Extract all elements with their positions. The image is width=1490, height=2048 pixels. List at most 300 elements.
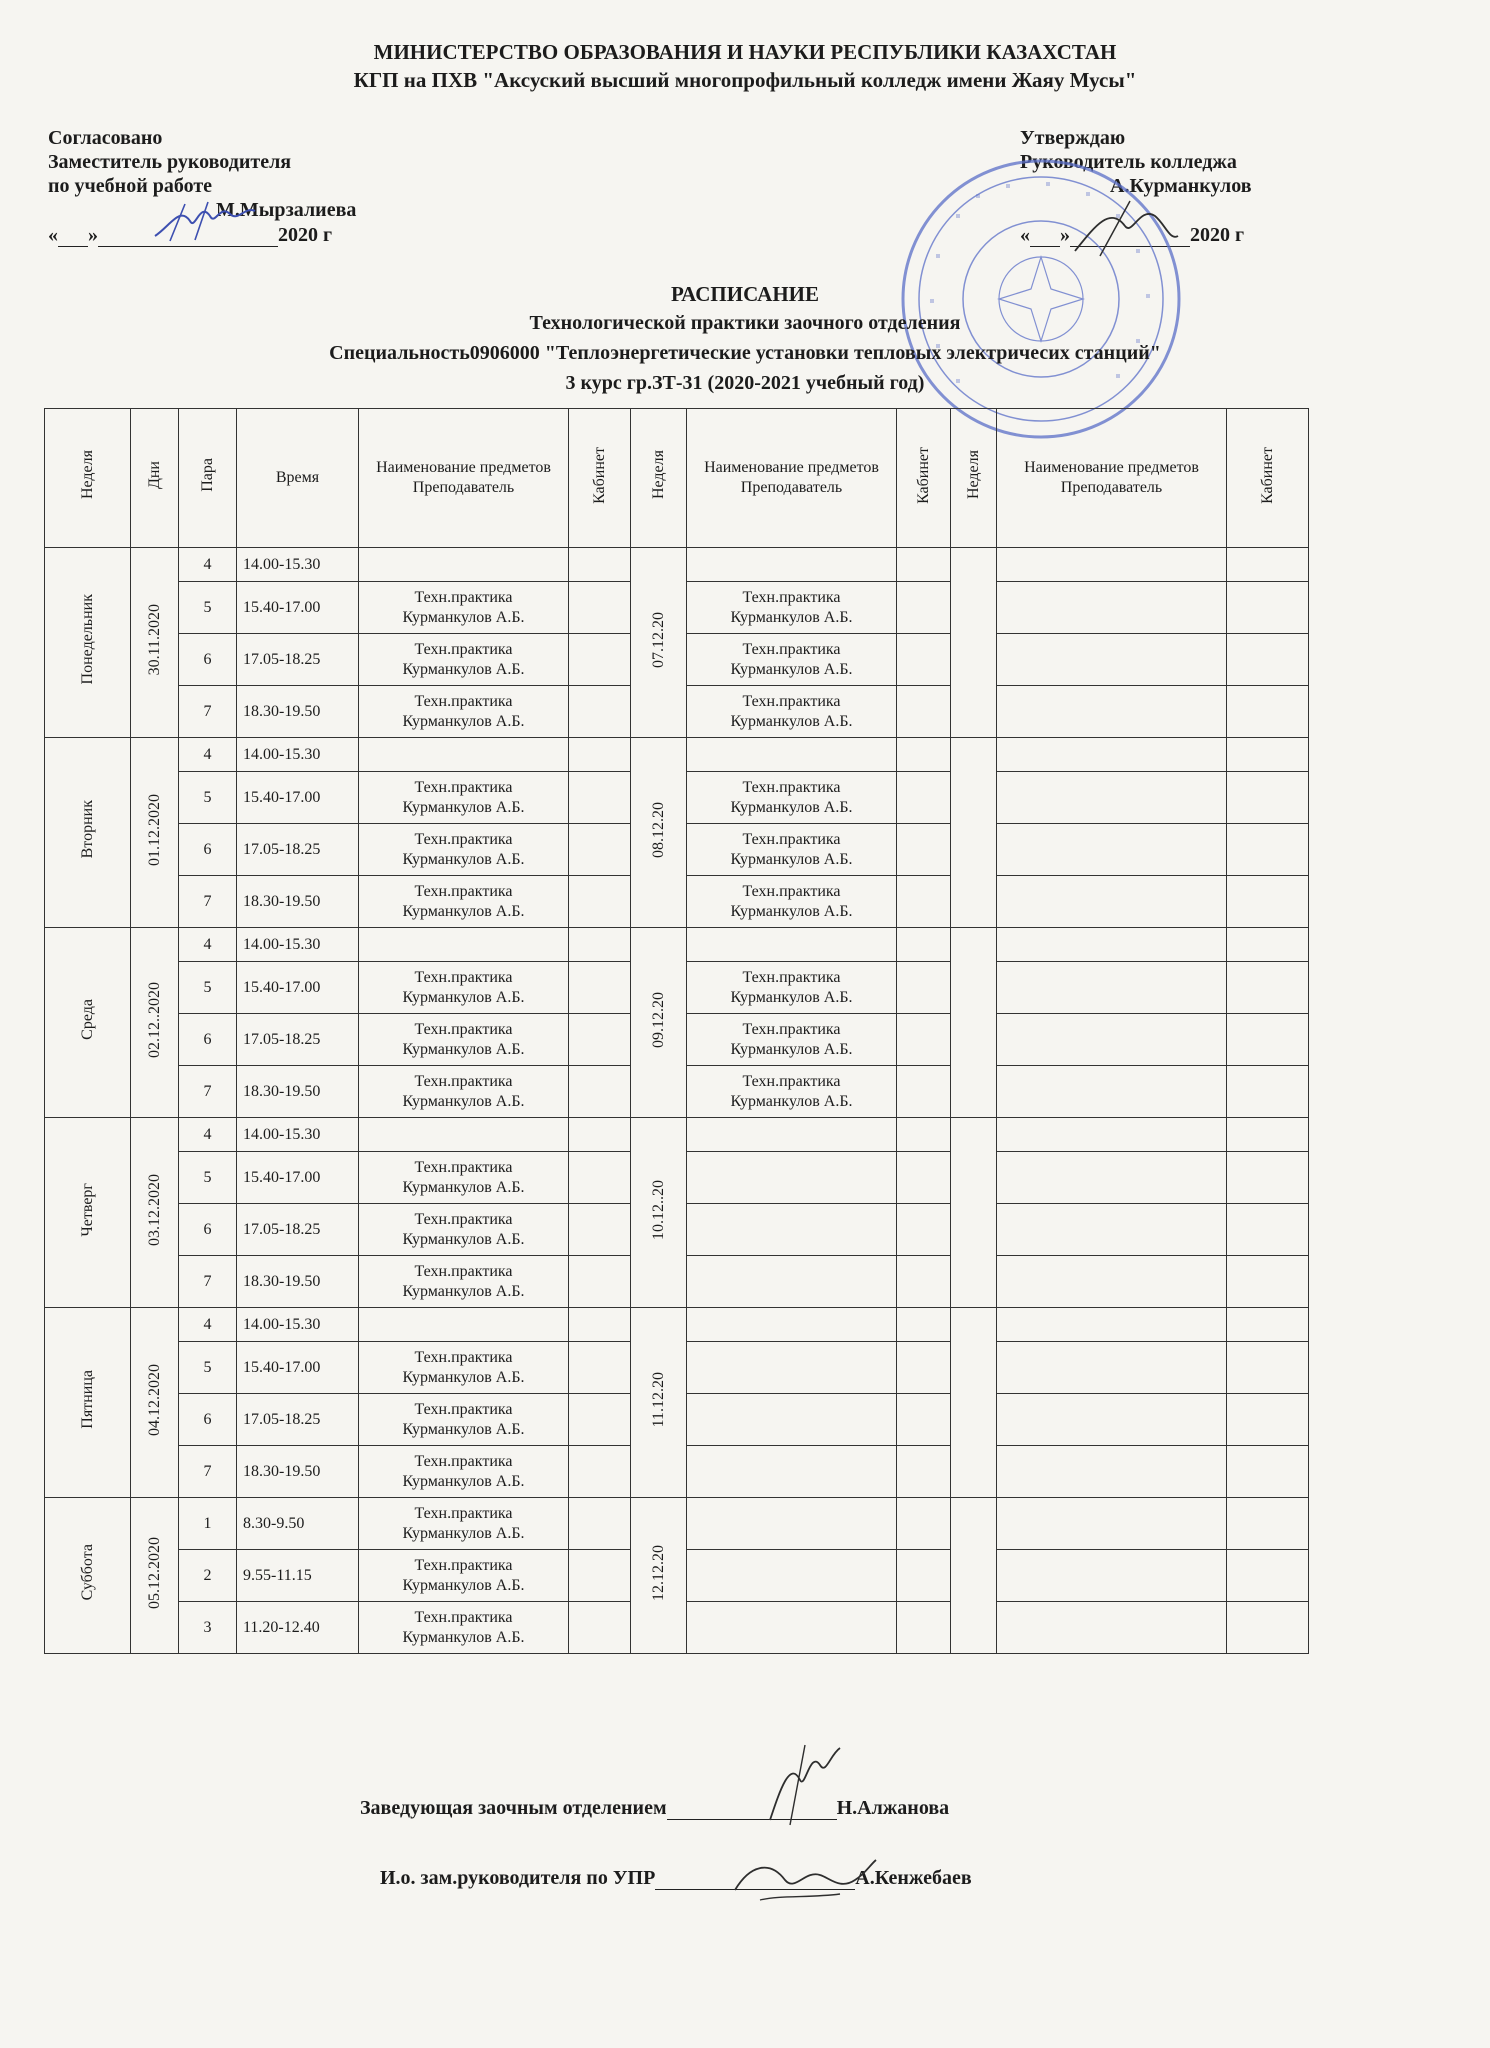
week3-date-cell bbox=[951, 928, 997, 1118]
pair-number: 3 bbox=[179, 1602, 237, 1654]
day-date: 04.12.2020 bbox=[145, 1363, 163, 1436]
teacher-name: Курманкулов А.Б. bbox=[402, 1368, 525, 1386]
subject-name: Техн.практика bbox=[414, 1556, 513, 1574]
signature-kenzhebaev bbox=[730, 1850, 880, 1910]
pair-number: 7 bbox=[179, 1066, 237, 1118]
cabinet-week3 bbox=[1227, 1342, 1309, 1394]
subject-week3 bbox=[997, 1256, 1227, 1308]
subject-name: Техн.практика bbox=[414, 588, 513, 606]
pair-time: 14.00-15.30 bbox=[237, 1118, 359, 1152]
signature-alzhanova bbox=[760, 1740, 850, 1830]
pair-time: 8.30-9.50 bbox=[237, 1498, 359, 1550]
subject-name: Техн.практика bbox=[742, 882, 841, 900]
pair-number: 7 bbox=[179, 686, 237, 738]
day-name-cell bbox=[45, 1498, 131, 1654]
cabinet-week2 bbox=[897, 1014, 951, 1066]
pair-number: 6 bbox=[179, 1394, 237, 1446]
subject-week1 bbox=[359, 876, 569, 928]
subject-name: Техн.практика bbox=[742, 692, 841, 710]
day-name-cell bbox=[45, 738, 131, 928]
subject-name: Техн.практика bbox=[414, 1348, 513, 1366]
day-date: 02.12..2020 bbox=[145, 981, 163, 1058]
cabinet-week3 bbox=[1227, 962, 1309, 1014]
subject-week1 bbox=[359, 1602, 569, 1654]
subject-week1 bbox=[359, 962, 569, 1014]
cabinet-week1 bbox=[569, 824, 631, 876]
subject-name: Техн.практика bbox=[414, 1020, 513, 1038]
schedule-row bbox=[45, 738, 1309, 772]
teacher-name: Курманкулов А.Б. bbox=[730, 902, 853, 920]
pair-time: 17.05-18.25 bbox=[237, 634, 359, 686]
cabinet-week2 bbox=[897, 772, 951, 824]
subject-week1 bbox=[359, 824, 569, 876]
cabinet-week1 bbox=[569, 928, 631, 962]
schedule-specialty: Специальность0906000 "Теплоэнергетические установки тепловых электричесих станций" bbox=[329, 342, 1161, 364]
teacher-name: Курманкулов А.Б. bbox=[402, 1628, 525, 1646]
date-year: 2020 г bbox=[278, 224, 333, 246]
subject-week2 bbox=[687, 738, 897, 772]
approval-left-name: М.Мырзалиева bbox=[216, 199, 357, 221]
pair-number: 6 bbox=[179, 1014, 237, 1066]
cabinet-week1 bbox=[569, 1014, 631, 1066]
pair-number: 4 bbox=[179, 738, 237, 772]
cabinet-week2 bbox=[897, 824, 951, 876]
date-open-quote: « bbox=[48, 224, 58, 246]
subject-name: Техн.практика bbox=[742, 1020, 841, 1038]
teacher-name: Курманкулов А.Б. bbox=[730, 798, 853, 816]
subject-week3 bbox=[997, 1602, 1227, 1654]
teacher-name: Курманкулов А.Б. bbox=[730, 1092, 853, 1110]
approval-left-line2: Заместитель руководителя bbox=[48, 151, 292, 173]
date-open-quote: « bbox=[1020, 224, 1030, 246]
subject-name: Техн.практика bbox=[414, 1072, 513, 1090]
pair-time: 15.40-17.00 bbox=[237, 962, 359, 1014]
week2-date-cell bbox=[631, 1308, 687, 1498]
subject-week2 bbox=[687, 1066, 897, 1118]
teacher-name: Курманкулов А.Б. bbox=[402, 1420, 525, 1438]
subject-week3 bbox=[997, 548, 1227, 582]
subject-name: Техн.практика bbox=[414, 968, 513, 986]
subject-week3 bbox=[997, 1394, 1227, 1446]
teacher-name: Курманкулов А.Б. bbox=[402, 1092, 525, 1110]
cabinet-week1 bbox=[569, 1342, 631, 1394]
subject-week2 bbox=[687, 634, 897, 686]
pair-time: 17.05-18.25 bbox=[237, 1014, 359, 1066]
cabinet-week2 bbox=[897, 1446, 951, 1498]
col-subject-3: Наименование предметов Преподаватель bbox=[997, 409, 1227, 548]
subject-week2 bbox=[687, 1342, 897, 1394]
pair-number: 1 bbox=[179, 1498, 237, 1550]
cabinet-week3 bbox=[1227, 1204, 1309, 1256]
pair-number: 7 bbox=[179, 876, 237, 928]
cabinet-week2 bbox=[897, 1118, 951, 1152]
cabinet-week2 bbox=[897, 1066, 951, 1118]
day-name: Среда bbox=[78, 999, 96, 1040]
subject-week1 bbox=[359, 1204, 569, 1256]
subject-name: Техн.практика bbox=[414, 1452, 513, 1470]
pair-number: 6 bbox=[179, 824, 237, 876]
subject-week2 bbox=[687, 1014, 897, 1066]
day-name-cell bbox=[45, 1118, 131, 1308]
cabinet-week3 bbox=[1227, 1066, 1309, 1118]
cabinet-week3 bbox=[1227, 634, 1309, 686]
cabinet-week2 bbox=[897, 1342, 951, 1394]
footer-head bbox=[360, 1796, 949, 1820]
pair-number: 4 bbox=[179, 548, 237, 582]
schedule-row bbox=[45, 548, 1309, 582]
approval-right-name: А.Курманкулов bbox=[1110, 175, 1252, 197]
cabinet-week1 bbox=[569, 1256, 631, 1308]
subject-week2 bbox=[687, 1152, 897, 1204]
pair-time: 18.30-19.50 bbox=[237, 1446, 359, 1498]
subject-name: Техн.практика bbox=[742, 588, 841, 606]
day-name: Вторник bbox=[78, 800, 96, 859]
schedule-group: 3 курс гр.ЗТ-31 (2020-2021 учебный год) bbox=[565, 372, 925, 394]
pair-time: 17.05-18.25 bbox=[237, 824, 359, 876]
cabinet-week2 bbox=[897, 962, 951, 1014]
subject-week1 bbox=[359, 1066, 569, 1118]
subject-week2 bbox=[687, 1602, 897, 1654]
subject-week1 bbox=[359, 582, 569, 634]
schedule-title: РАСПИСАНИЕ bbox=[670, 282, 820, 306]
cabinet-week1 bbox=[569, 876, 631, 928]
subject-week3 bbox=[997, 824, 1227, 876]
schedule-row bbox=[45, 1308, 1309, 1342]
pair-number: 4 bbox=[179, 1118, 237, 1152]
cabinet-week2 bbox=[897, 1308, 951, 1342]
subject-name: Техн.практика bbox=[414, 778, 513, 796]
pair-number: 5 bbox=[179, 1152, 237, 1204]
week2-date: 08.12.20 bbox=[649, 801, 667, 858]
subject-name: Техн.практика bbox=[414, 692, 513, 710]
teacher-name: Курманкулов А.Б. bbox=[402, 1282, 525, 1300]
week2-date: 09.12.20 bbox=[649, 991, 667, 1048]
week3-date-cell bbox=[951, 738, 997, 928]
day-name: Пятница bbox=[78, 1370, 96, 1429]
cabinet-week2 bbox=[897, 1602, 951, 1654]
subject-name: Техн.практика bbox=[414, 830, 513, 848]
pair-time: 18.30-19.50 bbox=[237, 686, 359, 738]
pair-number: 6 bbox=[179, 1204, 237, 1256]
day-name: Суббота bbox=[78, 1544, 96, 1601]
subject-week3 bbox=[997, 1498, 1227, 1550]
day-date-cell bbox=[131, 928, 179, 1118]
date-close-quote: » bbox=[88, 224, 98, 246]
day-name-cell bbox=[45, 548, 131, 738]
schedule-row bbox=[45, 1498, 1309, 1550]
pair-time: 17.05-18.25 bbox=[237, 1204, 359, 1256]
subject-week3 bbox=[997, 1308, 1227, 1342]
approval-left-line1: Согласовано bbox=[48, 127, 163, 149]
week3-date-cell bbox=[951, 1308, 997, 1498]
col-cabinet-3: Кабинет bbox=[1227, 409, 1309, 548]
pair-number: 5 bbox=[179, 1342, 237, 1394]
subject-week2 bbox=[687, 1256, 897, 1308]
cabinet-week3 bbox=[1227, 1446, 1309, 1498]
subject-week2 bbox=[687, 876, 897, 928]
pair-number: 2 bbox=[179, 1550, 237, 1602]
cabinet-week1 bbox=[569, 738, 631, 772]
subject-week1 bbox=[359, 1118, 569, 1152]
pair-number: 5 bbox=[179, 582, 237, 634]
subject-name: Техн.практика bbox=[742, 830, 841, 848]
teacher-name: Курманкулов А.Б. bbox=[402, 1040, 525, 1058]
cabinet-week1 bbox=[569, 1394, 631, 1446]
cabinet-week1 bbox=[569, 582, 631, 634]
day-date-cell bbox=[131, 548, 179, 738]
pair-number: 5 bbox=[179, 962, 237, 1014]
day-name: Четверг bbox=[78, 1182, 96, 1237]
subject-week2 bbox=[687, 772, 897, 824]
day-name-cell bbox=[45, 928, 131, 1118]
footer-deputy bbox=[380, 1866, 972, 1890]
subject-name: Техн.практика bbox=[414, 1158, 513, 1176]
subject-week1 bbox=[359, 738, 569, 772]
teacher-name: Курманкулов А.Б. bbox=[402, 798, 525, 816]
day-date-cell bbox=[131, 1498, 179, 1654]
col-time: Время bbox=[237, 409, 359, 548]
subject-week1 bbox=[359, 1256, 569, 1308]
subject-week1 bbox=[359, 1308, 569, 1342]
teacher-name: Курманкулов А.Б. bbox=[402, 660, 525, 678]
teacher-name: Курманкулов А.Б. bbox=[730, 1040, 853, 1058]
week2-date-cell bbox=[631, 738, 687, 928]
day-date-cell bbox=[131, 1118, 179, 1308]
cabinet-week3 bbox=[1227, 772, 1309, 824]
col-subject-1: Наименование предметов Преподаватель bbox=[359, 409, 569, 548]
subject-week3 bbox=[997, 1118, 1227, 1152]
date-close-quote: » bbox=[1060, 224, 1070, 246]
cabinet-week3 bbox=[1227, 738, 1309, 772]
subject-week3 bbox=[997, 1550, 1227, 1602]
subject-week3 bbox=[997, 876, 1227, 928]
cabinet-week3 bbox=[1227, 1602, 1309, 1654]
subject-week1 bbox=[359, 1498, 569, 1550]
teacher-name: Курманкулов А.Б. bbox=[402, 1524, 525, 1542]
pair-number: 7 bbox=[179, 1256, 237, 1308]
cabinet-week1 bbox=[569, 1204, 631, 1256]
subject-week1 bbox=[359, 686, 569, 738]
subject-week3 bbox=[997, 686, 1227, 738]
cabinet-week3 bbox=[1227, 1256, 1309, 1308]
week2-date: 11.12.20 bbox=[649, 1371, 667, 1428]
subject-week1 bbox=[359, 1014, 569, 1066]
cabinet-week1 bbox=[569, 634, 631, 686]
subject-week3 bbox=[997, 1204, 1227, 1256]
cabinet-week1 bbox=[569, 1550, 631, 1602]
subject-week1 bbox=[359, 548, 569, 582]
day-name: Понедельник bbox=[78, 594, 96, 685]
pair-time: 18.30-19.50 bbox=[237, 1256, 359, 1308]
teacher-name: Курманкулов А.Б. bbox=[402, 608, 525, 626]
pair-time: 17.05-18.25 bbox=[237, 1394, 359, 1446]
head-label: Заведующая заочным отделением bbox=[360, 1797, 667, 1819]
date-year: 2020 г bbox=[1190, 224, 1245, 246]
col-cabinet-2: Кабинет bbox=[897, 409, 951, 548]
week3-date-cell bbox=[951, 548, 997, 738]
subject-week3 bbox=[997, 582, 1227, 634]
subject-week1 bbox=[359, 1446, 569, 1498]
subject-name: Техн.практика bbox=[742, 778, 841, 796]
subject-week1 bbox=[359, 1152, 569, 1204]
cabinet-week1 bbox=[569, 1066, 631, 1118]
cabinet-week2 bbox=[897, 1256, 951, 1308]
cabinet-week3 bbox=[1227, 548, 1309, 582]
subject-week3 bbox=[997, 928, 1227, 962]
week2-date: 12.12.20 bbox=[649, 1544, 667, 1601]
subject-name: Техн.практика bbox=[414, 1608, 513, 1626]
subject-name: Техн.практика bbox=[414, 640, 513, 658]
cabinet-week3 bbox=[1227, 824, 1309, 876]
col-subject-2: Наименование предметов Преподаватель bbox=[687, 409, 897, 548]
schedule-row bbox=[45, 928, 1309, 962]
cabinet-week1 bbox=[569, 548, 631, 582]
pair-number: 5 bbox=[179, 772, 237, 824]
subject-week3 bbox=[997, 1066, 1227, 1118]
subject-week2 bbox=[687, 548, 897, 582]
cabinet-week3 bbox=[1227, 876, 1309, 928]
pair-number: 4 bbox=[179, 928, 237, 962]
pair-time: 15.40-17.00 bbox=[237, 772, 359, 824]
subject-week1 bbox=[359, 1342, 569, 1394]
subject-week1 bbox=[359, 928, 569, 962]
cabinet-week2 bbox=[897, 1550, 951, 1602]
cabinet-week1 bbox=[569, 1602, 631, 1654]
cabinet-week2 bbox=[897, 1204, 951, 1256]
pair-time: 18.30-19.50 bbox=[237, 876, 359, 928]
pair-number: 7 bbox=[179, 1446, 237, 1498]
cabinet-week3 bbox=[1227, 1118, 1309, 1152]
cabinet-week3 bbox=[1227, 1014, 1309, 1066]
teacher-name: Курманкулов А.Б. bbox=[730, 988, 853, 1006]
subject-week2 bbox=[687, 1446, 897, 1498]
subject-name: Техн.практика bbox=[414, 1400, 513, 1418]
schedule-subtitle: Технологической практики заочного отделения bbox=[529, 312, 961, 334]
approval-left-line3: по учебной работе bbox=[48, 175, 213, 197]
signature-mirzalieva bbox=[150, 196, 260, 246]
subject-week2 bbox=[687, 686, 897, 738]
day-date: 01.12.2020 bbox=[145, 793, 163, 866]
teacher-name: Курманкулов А.Б. bbox=[402, 1230, 525, 1248]
subject-week3 bbox=[997, 634, 1227, 686]
subject-name: Техн.практика bbox=[414, 1262, 513, 1280]
cabinet-week1 bbox=[569, 772, 631, 824]
cabinet-week2 bbox=[897, 582, 951, 634]
day-date-cell bbox=[131, 1308, 179, 1498]
approval-right-line1: Утверждаю bbox=[1020, 127, 1126, 149]
subject-week1 bbox=[359, 772, 569, 824]
subject-name: Техн.практика bbox=[414, 1210, 513, 1228]
pair-time: 14.00-15.30 bbox=[237, 1308, 359, 1342]
subject-name: Техн.практика bbox=[414, 1504, 513, 1522]
cabinet-week3 bbox=[1227, 1550, 1309, 1602]
cabinet-week2 bbox=[897, 1498, 951, 1550]
pair-number: 6 bbox=[179, 634, 237, 686]
cabinet-week2 bbox=[897, 686, 951, 738]
subject-week1 bbox=[359, 634, 569, 686]
pair-time: 9.55-11.15 bbox=[237, 1550, 359, 1602]
day-date-cell bbox=[131, 738, 179, 928]
cabinet-week1 bbox=[569, 1152, 631, 1204]
pair-time: 14.00-15.30 bbox=[237, 928, 359, 962]
cabinet-week1 bbox=[569, 1118, 631, 1152]
day-date: 30.11.2020 bbox=[145, 603, 163, 676]
cabinet-week2 bbox=[897, 1152, 951, 1204]
subject-week2 bbox=[687, 1550, 897, 1602]
teacher-name: Курманкулов А.Б. bbox=[402, 712, 525, 730]
week3-date-cell bbox=[951, 1118, 997, 1308]
cabinet-week1 bbox=[569, 686, 631, 738]
pair-time: 14.00-15.30 bbox=[237, 548, 359, 582]
subject-week3 bbox=[997, 1342, 1227, 1394]
subject-week2 bbox=[687, 928, 897, 962]
col-para: Пара bbox=[179, 409, 237, 548]
deputy-label: И.о. зам.руководителя по УПР bbox=[380, 1867, 656, 1889]
cabinet-week2 bbox=[897, 876, 951, 928]
week2-date-cell bbox=[631, 1118, 687, 1308]
head-name: Н.Алжанова bbox=[836, 1797, 950, 1819]
subject-name: Техн.практика bbox=[742, 1072, 841, 1090]
subject-name: Техн.практика bbox=[414, 882, 513, 900]
cabinet-week2 bbox=[897, 738, 951, 772]
subject-week2 bbox=[687, 1308, 897, 1342]
subject-name: Техн.практика bbox=[742, 968, 841, 986]
col-week-3: Неделя bbox=[951, 409, 997, 548]
subject-week3 bbox=[997, 1446, 1227, 1498]
pair-time: 15.40-17.00 bbox=[237, 1152, 359, 1204]
subject-week3 bbox=[997, 1014, 1227, 1066]
week3-date-cell bbox=[951, 1498, 997, 1654]
subject-week2 bbox=[687, 1394, 897, 1446]
subject-week2 bbox=[687, 1204, 897, 1256]
teacher-name: Курманкулов А.Б. bbox=[730, 712, 853, 730]
teacher-name: Курманкулов А.Б. bbox=[402, 1472, 525, 1490]
subject-week1 bbox=[359, 1394, 569, 1446]
cabinet-week3 bbox=[1227, 686, 1309, 738]
cabinet-week3 bbox=[1227, 1152, 1309, 1204]
week2-date-cell bbox=[631, 1498, 687, 1654]
col-week-2: Неделя bbox=[631, 409, 687, 548]
schedule-table bbox=[44, 408, 1309, 1654]
cabinet-week3 bbox=[1227, 928, 1309, 962]
col-days: Дни bbox=[131, 409, 179, 548]
cabinet-week2 bbox=[897, 1394, 951, 1446]
teacher-name: Курманкулов А.Б. bbox=[402, 902, 525, 920]
cabinet-week3 bbox=[1227, 582, 1309, 634]
cabinet-week1 bbox=[569, 962, 631, 1014]
day-date: 03.12.2020 bbox=[145, 1173, 163, 1246]
cabinet-week3 bbox=[1227, 1394, 1309, 1446]
week2-date: 10.12..20 bbox=[649, 1179, 667, 1240]
week2-date-cell bbox=[631, 548, 687, 738]
subject-week2 bbox=[687, 824, 897, 876]
cabinet-week1 bbox=[569, 1498, 631, 1550]
teacher-name: Курманкулов А.Б. bbox=[730, 608, 853, 626]
subject-week2 bbox=[687, 962, 897, 1014]
cabinet-week1 bbox=[569, 1308, 631, 1342]
deputy-name: А.Кенжебаев bbox=[855, 1867, 972, 1889]
subject-week2 bbox=[687, 582, 897, 634]
pair-time: 14.00-15.30 bbox=[237, 738, 359, 772]
subject-week2 bbox=[687, 1118, 897, 1152]
approval-right-line2: Руководитель колледжа bbox=[1020, 151, 1237, 173]
cabinet-week3 bbox=[1227, 1498, 1309, 1550]
subject-week1 bbox=[359, 1550, 569, 1602]
subject-week3 bbox=[997, 738, 1227, 772]
ministry-title: МИНИСТЕРСТВО ОБРАЗОВАНИЯ И НАУКИ РЕСПУБЛИКИ КАЗАХСТАН bbox=[373, 40, 1117, 64]
cabinet-week2 bbox=[897, 928, 951, 962]
col-cabinet-1: Кабинет bbox=[569, 409, 631, 548]
